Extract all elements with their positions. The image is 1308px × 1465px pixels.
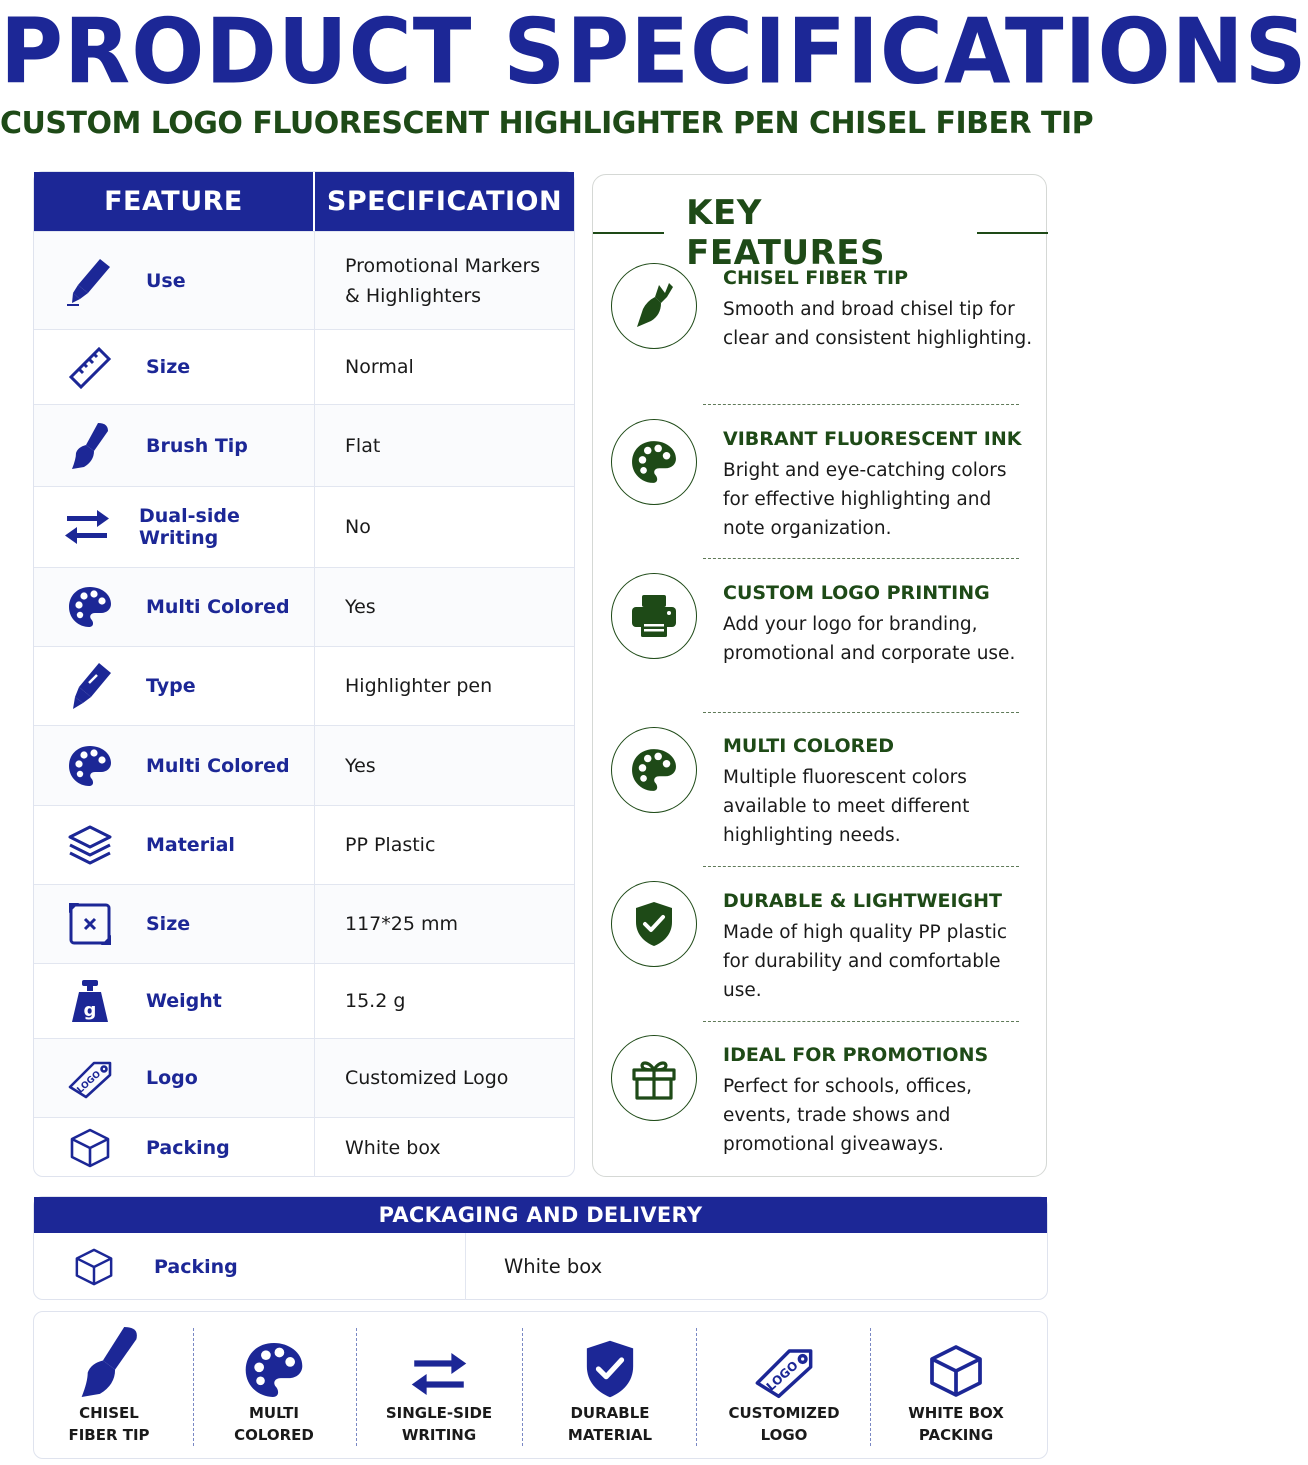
feature-title: MULTI COLORED [723,735,894,757]
palette-icon [243,1312,305,1402]
feature-title: CUSTOM LOGO PRINTING [723,582,990,604]
feature-item [593,261,1048,415]
dashed-divider [870,1328,871,1446]
brush-icon [34,421,146,471]
feature-item [593,881,1048,1035]
feature-desc: Multiple fluorescent colors available to meet different highlighting needs. [723,767,970,846]
feature-title: DURABLE & LIGHTWEIGHT [723,890,1002,912]
feature-item [593,573,1048,727]
col-feature-header: FEATURE [34,172,315,231]
key-features-panel [592,174,1047,1177]
spec-value: No [345,516,371,538]
table-row [34,1117,574,1177]
spec-value: White box [345,1136,441,1159]
spec-value: Yes [345,754,376,777]
strip-label-line2: WRITING [401,1426,477,1444]
feature-item [593,419,1048,573]
spec-value: Highlighter pen [345,675,493,697]
spec-label: Material [146,834,235,856]
strip-item [534,1312,686,1460]
strip-label-line1: WHITE BOX [908,1404,1004,1422]
packaging-title: PACKAGING AND DELIVERY [34,1197,1047,1233]
key-features-title: KEY FEATURES [686,193,885,273]
strip-item [34,1312,184,1460]
strip-label-line1: DURABLE [570,1404,650,1422]
spec-value: PP Plastic [345,834,436,856]
table-row [34,1038,574,1117]
palette-icon [611,727,697,813]
page-title: PRODUCT SPECIFICATIONS [0,0,1308,105]
strip-item [199,1312,349,1460]
dashed-divider [703,866,1019,867]
ruler-icon [34,345,146,389]
marker-icon [34,255,146,307]
dashed-divider [703,404,1019,405]
strip-label-line2: PACKING [918,1426,994,1444]
spec-label: Use [146,269,186,292]
layers-icon [34,824,146,866]
table-row [34,567,574,646]
shield-check-icon [611,881,697,967]
strip-item [708,1312,860,1460]
page-subtitle: CUSTOM LOGO FLUORESCENT HIGHLIGHTER PEN CHISEL FIBER TIP [0,106,1094,141]
dashed-divider [356,1328,357,1446]
table-row [34,1233,1047,1300]
packaging-value: White box [504,1255,603,1278]
gift-icon [611,1035,697,1121]
svg-text:LOGO: LOGO [75,1069,104,1096]
strip-label-line2: FIBER TIP [68,1426,150,1444]
dashed-divider [193,1328,194,1446]
feature-desc: Bright and eye-catching colors for effective highlighting and note organization. [723,460,1007,539]
dashed-divider [703,558,1019,559]
table-row [34,884,574,963]
highlighter-icon [34,661,146,711]
table-row [34,963,574,1038]
spec-value: Flat [345,434,381,457]
dashed-divider [703,712,1019,713]
weight-icon [34,978,146,1024]
spec-value: 117*25 mm [345,913,458,935]
table-row [34,725,574,805]
spec-value: Normal [345,356,414,378]
printer-icon [611,573,697,659]
strip-label-line1: CUSTOMIZED [728,1404,840,1422]
feature-desc: Made of high quality PP plastic for durability and comfortable use. [723,922,1008,1001]
spec-label: Type [146,675,196,697]
divider [977,232,1048,234]
feature-item [593,727,1048,881]
feature-desc: Add your logo for branding, promotional and corporate use. [723,614,1016,664]
dimensions-icon [34,901,146,947]
spec-label: Multi Colored [146,754,290,777]
spec-label: Size [146,356,191,378]
dashed-divider [696,1328,697,1446]
dashed-divider [703,1021,1019,1022]
logo-tag-icon [752,1312,816,1402]
swap-arrows-icon [409,1312,469,1402]
spec-label: Brush Tip [146,434,248,457]
table-row [34,329,574,404]
strip-item [880,1312,1032,1460]
svg-text:LOGO: LOGO [763,1358,801,1394]
box-icon [34,1127,146,1169]
svg-text:g: g [83,1000,97,1021]
strip-item [364,1312,514,1460]
feature-desc: Smooth and broad chisel tip for clear and consistent highlighting. [723,299,1033,349]
spec-value: Customized Logo [345,1067,509,1089]
table-row [34,646,574,725]
palette-icon [611,419,697,505]
packaging-label: Packing [154,1255,238,1278]
spec-value: 15.2 g [345,990,406,1012]
palette-icon [34,744,146,788]
strip-label-line2: COLORED [234,1426,314,1444]
strip-label-line1: SINGLE-SIDE [385,1404,493,1422]
strip-label-line2: LOGO [760,1426,808,1444]
table-row [34,231,574,329]
logo-tag-icon [34,1057,146,1099]
feature-title: CHISEL FIBER TIP [723,267,909,289]
brush-icon [611,263,697,349]
swap-arrows-icon [34,506,139,548]
dashed-divider [522,1328,523,1446]
spec-label: Logo [146,1067,198,1089]
feature-title: IDEAL FOR PROMOTIONS [723,1044,989,1066]
strip-label-line1: MULTI [249,1404,299,1422]
spec-value: Yes [345,596,376,618]
spec-label: Packing [146,1136,230,1159]
feature-title: VIBRANT FLUORESCENT INK [723,428,1022,450]
box-icon [928,1312,984,1402]
spec-label: Dual-side Writing [139,505,240,549]
divider [593,232,664,234]
palette-icon [34,585,146,629]
spec-table [33,171,575,1177]
feature-item [593,1035,1048,1189]
spec-label: Size [146,913,191,935]
strip-label-line1: CHISEL [79,1404,139,1422]
feature-desc: Perfect for schools, offices, events, trade shows and promotional giveaways. [723,1076,972,1155]
spec-label: Weight [146,990,222,1012]
spec-value: Promotional Markers & Highlighters [345,254,541,307]
brush-icon [73,1312,145,1402]
table-row [34,404,574,486]
strip-label-line2: MATERIAL [567,1426,653,1444]
table-row [34,486,574,567]
shield-check-icon [583,1312,637,1402]
spec-label: Multi Colored [146,596,290,618]
box-icon [34,1247,154,1287]
table-row [34,805,574,884]
packaging-section [33,1196,1048,1300]
col-spec-header: SPECIFICATION [326,186,563,217]
feature-icon-strip [33,1311,1048,1459]
spec-table-header [34,172,574,231]
